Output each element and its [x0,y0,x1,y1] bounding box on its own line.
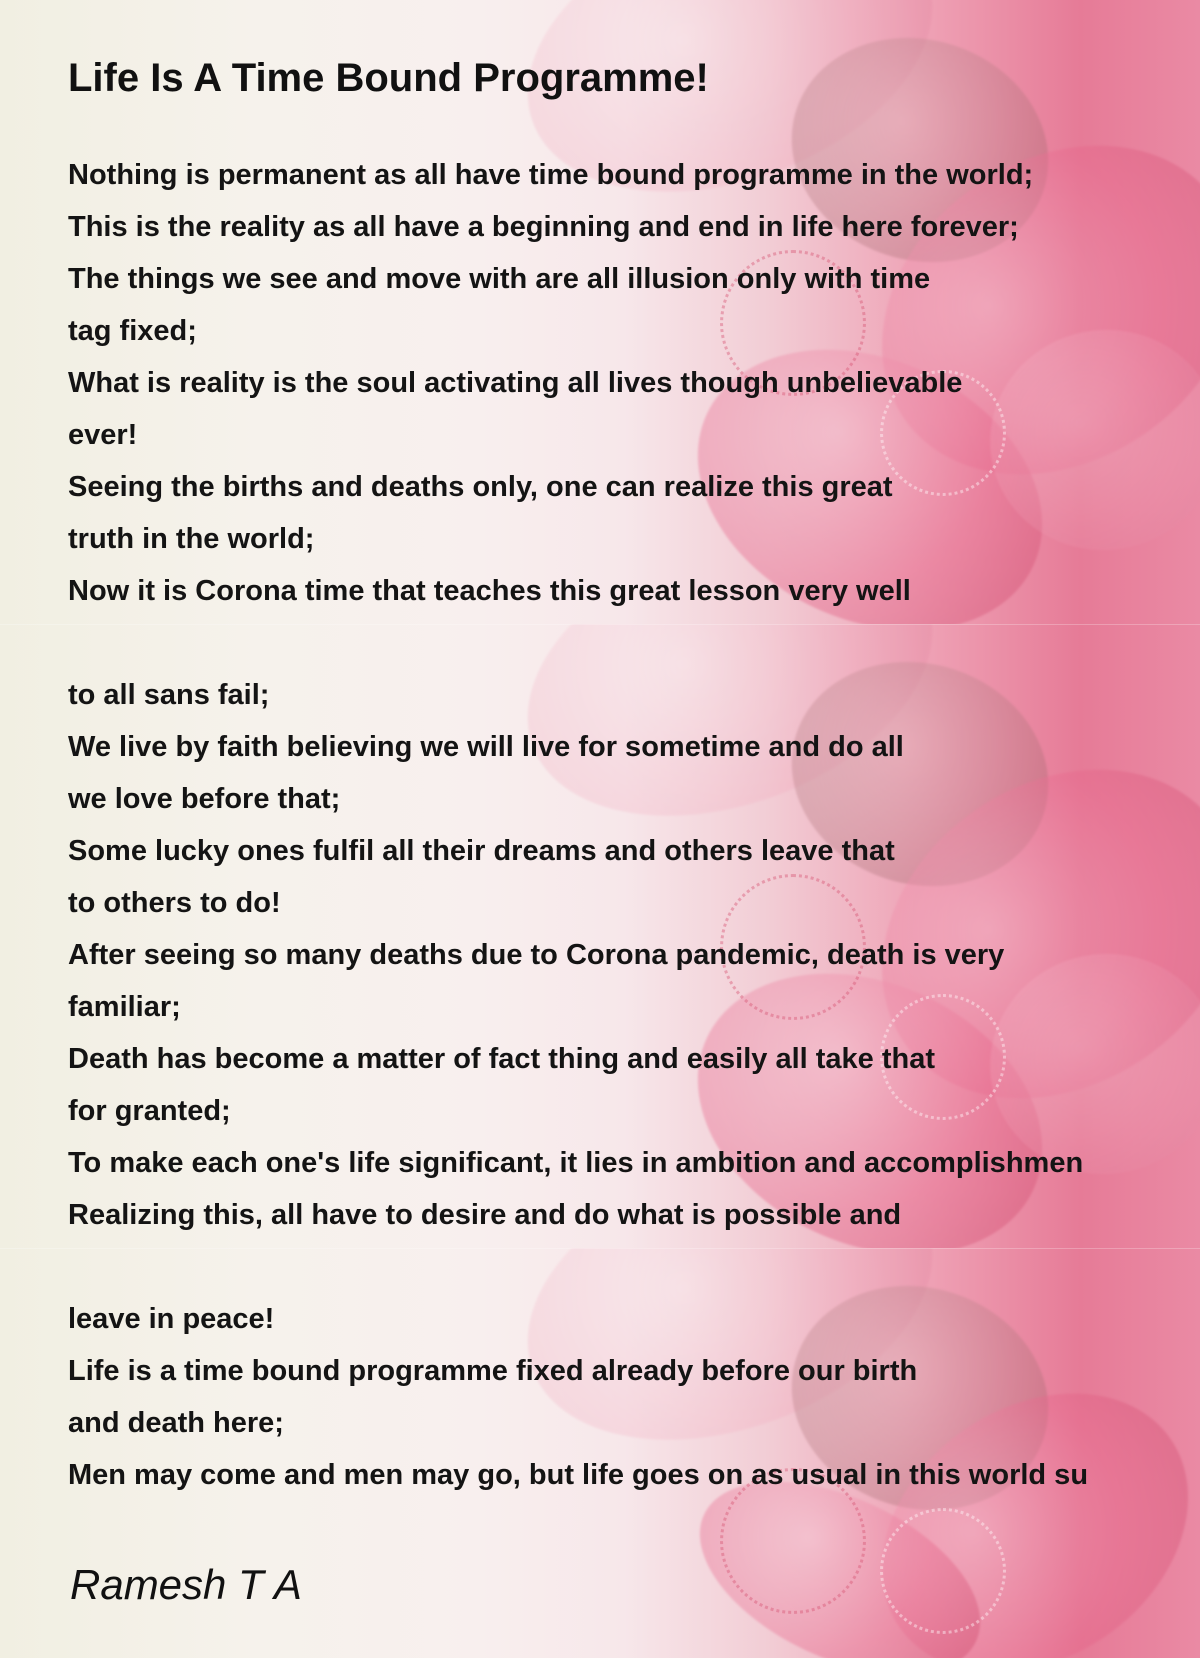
poem-line: leave in peace! [68,1303,275,1335]
poem-line: familiar; [68,991,181,1023]
poem-line: After seeing so many deaths due to Corona pandemic, death is very [68,939,1005,971]
poem-line: This is the reality as all have a beginning and end in life here forever; [68,211,1019,243]
poem-page [68,0,1200,1658]
poem-line: We live by faith believing we will live for sometime and do all [68,731,904,763]
poem-line: to others to do! [68,887,281,919]
poem-line: Life is a time bound programme fixed already before our birth [68,1355,918,1387]
poem-title: Life Is A Time Bound Programme! [68,56,709,100]
poem-line: we love before that; [68,783,341,815]
poem-line: Death has become a matter of fact thing and easily all take that [68,1043,936,1075]
poem-line: ever! [68,419,138,451]
poem-line: Seeing the births and deaths only, one can realize this great [68,471,893,503]
poem-line: Realizing this, all have to desire and do what is possible and [68,1199,902,1231]
author-name: Ramesh T A [70,1561,302,1608]
poem-line: tag fixed; [68,315,197,347]
poem-line: Men may come and men may go, but life goes on as usual in this world su [68,1459,1089,1491]
poem-line: Now it is Corona time that teaches this great lesson very well [68,575,911,607]
poem-line: What is reality is the soul activating all lives though unbelievable [68,367,963,399]
poem-line: Some lucky ones fulfil all their dreams and others leave that [68,835,895,867]
poem-line: truth in the world; [68,523,315,555]
poem-line: and death here; [68,1407,284,1439]
poem-line: Nothing is permanent as all have time bound programme in the world; [68,159,1034,191]
poem-line: To make each one's life significant, it lies in ambition and accomplishmen [68,1147,1084,1179]
poem-line: to all sans fail; [68,679,270,711]
poem-line: for granted; [68,1095,231,1127]
poem-line: The things we see and move with are all illusion only with time [68,263,931,295]
